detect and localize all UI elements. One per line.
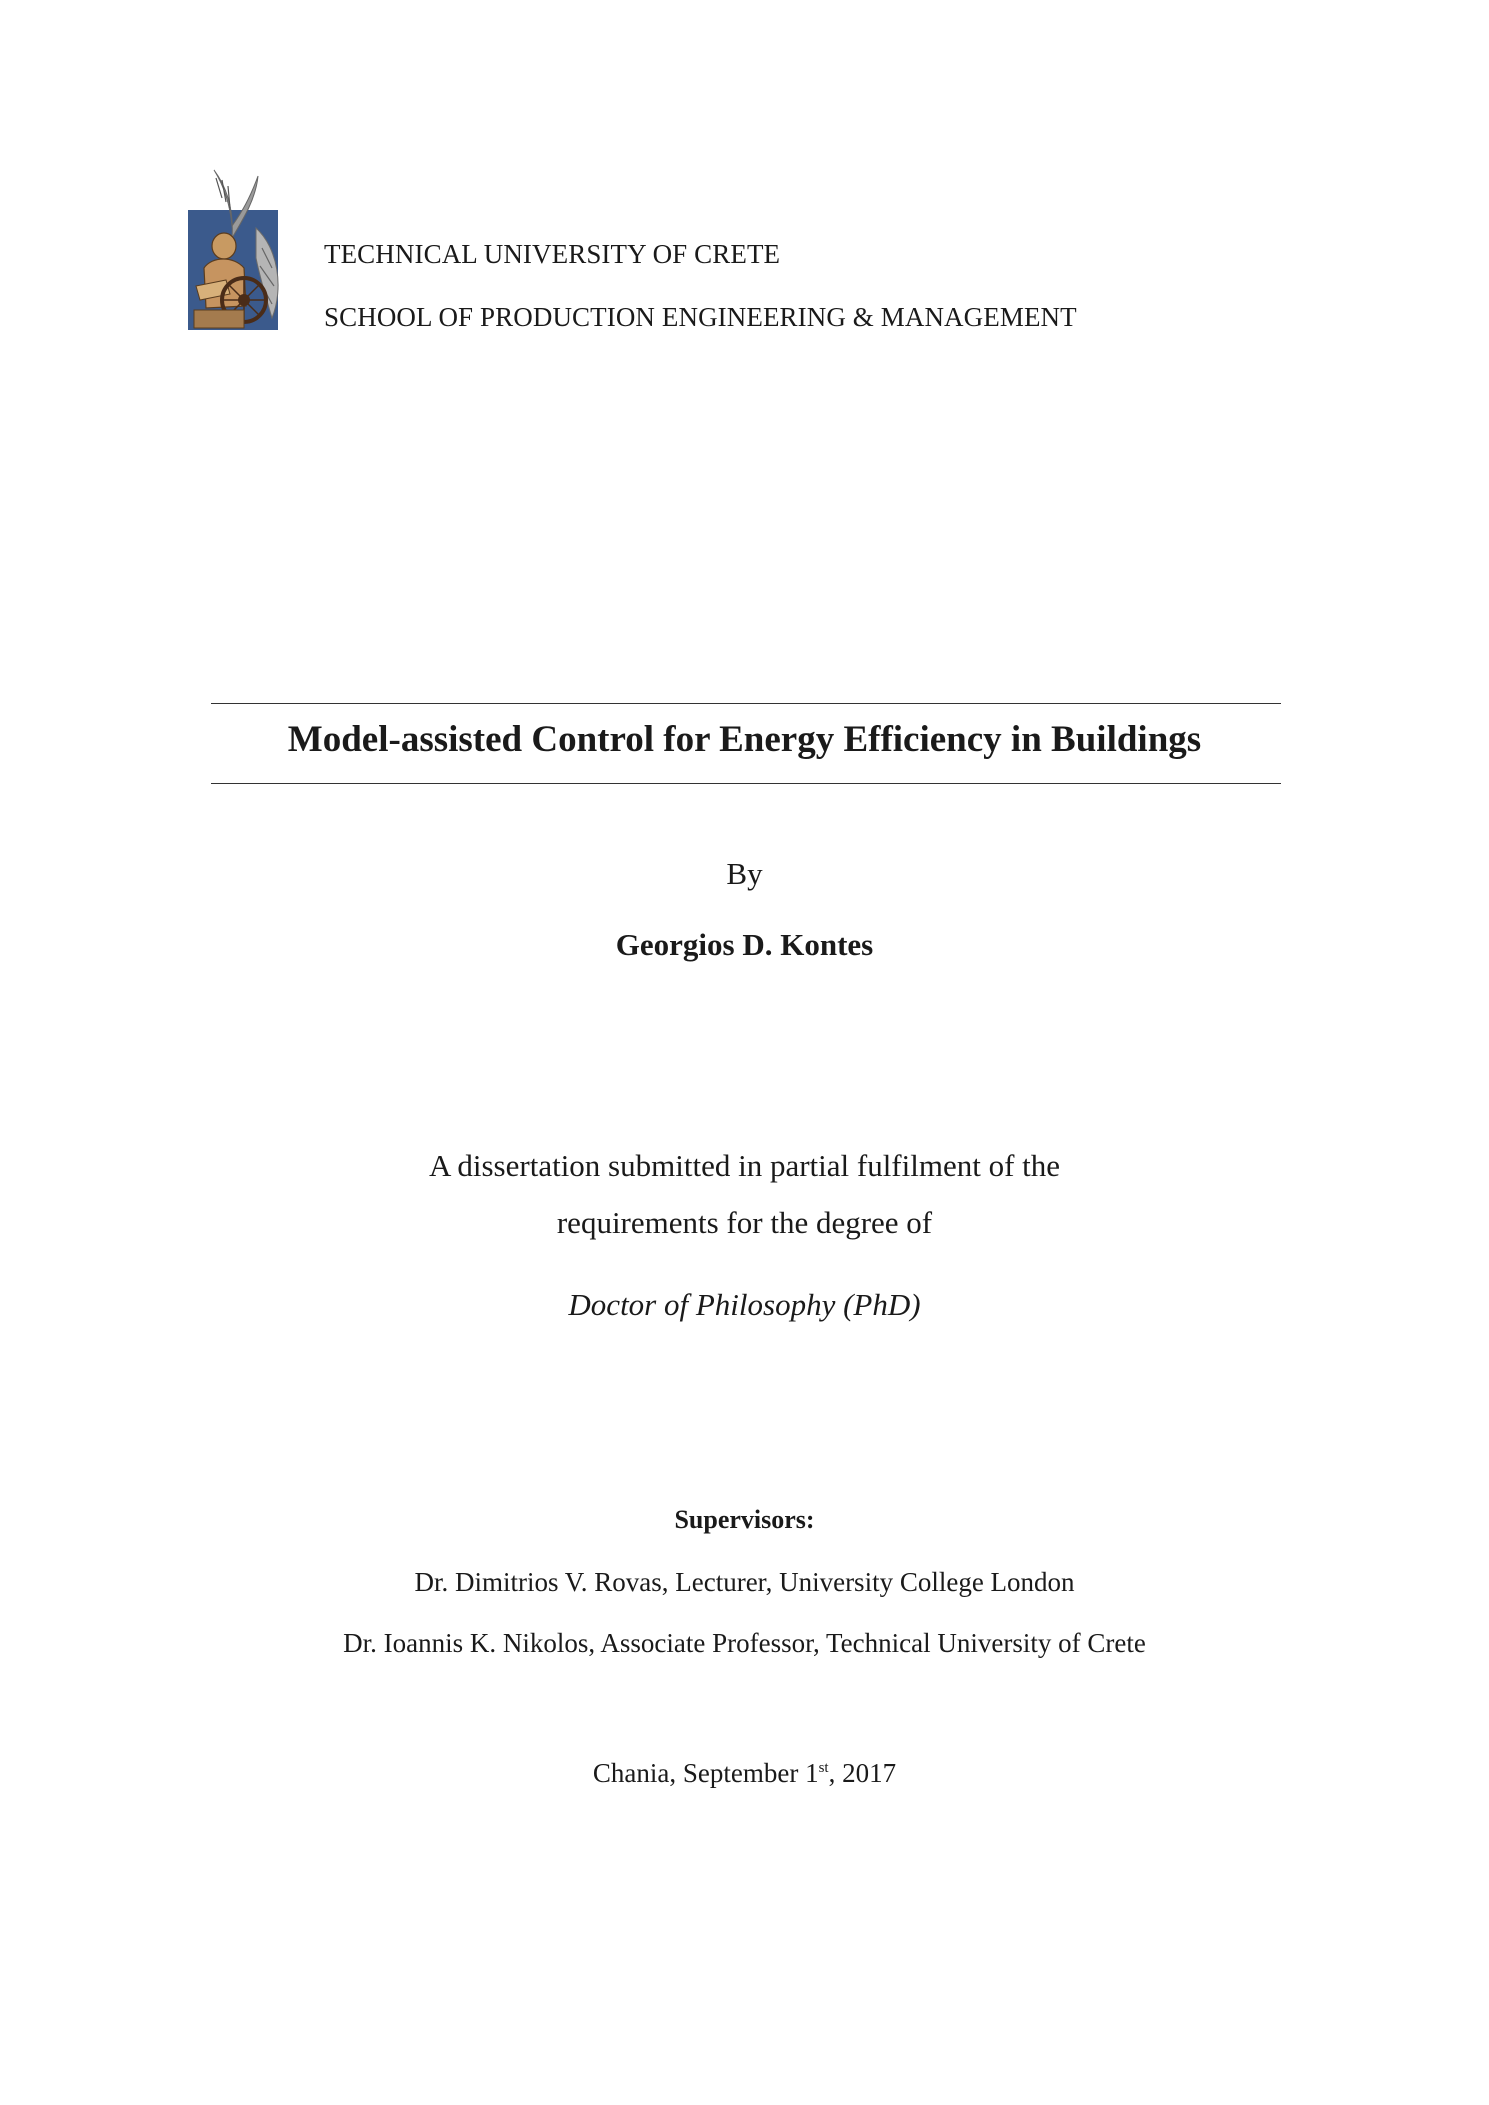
school-name: SCHOOL OF PRODUCTION ENGINEERING & MANAGEMENT	[324, 302, 1077, 332]
date-prefix: Chania, September 1	[592, 1758, 819, 1788]
degree-name: Doctor of Philosophy (PhD)	[568, 1287, 921, 1322]
date-ordinal: st	[818, 1760, 829, 1776]
supervisor-item: Dr. Dimitrios V. Rovas, Lecturer, University College London	[414, 1567, 1075, 1597]
by-label: By	[726, 856, 763, 891]
author-name: Georgios D. Kontes	[615, 927, 874, 962]
university-name: TECHNICAL UNIVERSITY OF CRETE	[324, 239, 781, 269]
university-emblem-icon	[186, 168, 286, 336]
dissertation-statement-line-1: A dissertation submitted in partial fulfilment of the	[428, 1148, 1061, 1183]
supervisors-heading: Supervisors:	[674, 1505, 815, 1534]
thesis-title: Model-assisted Control for Energy Efficiency in Buildings	[287, 719, 1202, 760]
title-rule-top	[211, 703, 1281, 704]
date-suffix: , 2017	[828, 1758, 897, 1788]
supervisor-item: Dr. Ioannis K. Nikolos, Associate Professor, Technical University of Crete	[343, 1628, 1146, 1658]
place-and-date	[0, 1758, 1489, 1789]
university-logo	[186, 168, 286, 336]
dissertation-statement-line-2: requirements for the degree of	[556, 1205, 933, 1240]
title-rule-bottom	[211, 783, 1281, 784]
